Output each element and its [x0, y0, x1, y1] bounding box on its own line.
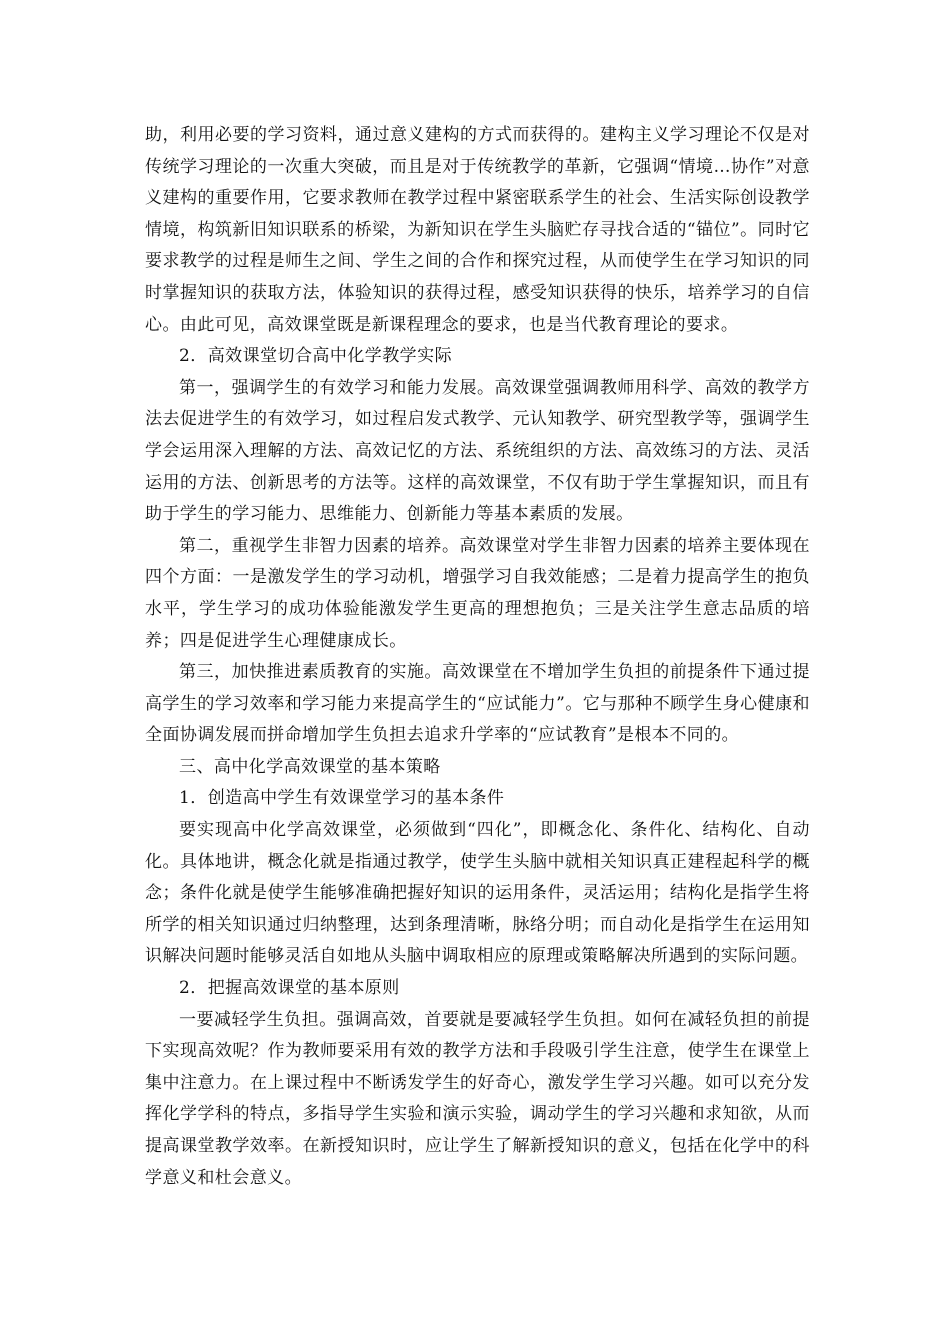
body-paragraph: 第三，加快推进素质教育的实施。高效课堂在不增加学生负担的前提条件下通过提高学生的学习效率和学习能力来提高学生的“应试能力”。它与那种不顾学生身心健康和全面协调发展而拼命增加学生负担去追求升学率的“应试教育”是根本不同的。: [145, 662, 810, 746]
document-page: [145, 120, 810, 1194]
body-paragraph: 第二，重视学生非智力因素的培养。高效课堂对学生非智力因素的培养主要体现在四个方面：一是激发学生的学习动机，增强学习自我效能感；二是着力提高学生的抱负水平，学生学习的成功体验能激发学生更高的理想抱负；三是关注学生意志品质的培养；四是促进学生心理健康成长。: [145, 535, 810, 651]
section-heading: 三、高中化学高效课堂的基本策略: [179, 756, 441, 777]
section-heading: 2．高效课堂切合高中化学教学实际: [179, 346, 453, 367]
body-paragraph: 一要减轻学生负担。强调高效，首要就是要减轻学生负担。如何在减轻负担的前提下实现高效呢？作为教师要采用有效的教学方法和手段吸引学生注意，使学生在课堂上集中注意力。在上课过程中不断诱发学生的好奇心，激发学生学习兴趣。如可以充分发挥化学学科的特点，多指导学生实验和演示实验，调动学生的学习兴趣和求知欲，从而提高课堂教学效率。在新授知识时，应让学生了解新授知识的意义，包括在化学中的科学意义和杜会意义。: [145, 1009, 810, 1188]
section-heading: 1．创造高中学生有效课堂学习的基本条件: [179, 788, 505, 809]
section-heading: 2．把握高效课堂的基本原则: [179, 978, 400, 999]
body-paragraph: 第一，强调学生的有效学习和能力发展。高效课堂强调教师用科学、高效的教学方法去促进学生的有效学习，如过程启发式教学、元认知教学、研究型教学等，强调学生学会运用深入理解的方法、高效记忆的方法、系统组织的方法、高效练习的方法、灵活运用的方法、创新思考的方法等。这样的高效课堂，不仅有助于学生掌握知识，而且有助于学生的学习能力、思维能力、创新能力等基本素质的发展。: [145, 377, 810, 525]
body-paragraph: 要实现高中化学高效课堂，必须做到“四化”，即概念化、条件化、结构化、自动化。具体地讲，概念化就是指通过教学，使学生头脑中就相关知识真正建程起科学的概念；条件化就是使学生能够准确把握好知识的运用条件，灵活运用；结构化是指学生将所学的相关知识通过归纳整理，达到条理清晰，脉络分明；而自动化是指学生在运用知识解决问题时能够灵活自如地从头脑中调取相应的原理或策略解决所遇到的实际问题。: [145, 820, 810, 967]
body-paragraph: 助，利用必要的学习资料，通过意义建构的方式而获得的。建构主义学习理论不仅是对传统学习理论的一次重大突破，而且是对于传统教学的革新，它强调“情境…协作”对意义建构的重要作用，它要求教师在教学过程中紧密联系学生的社会、生活实际创设教学情境，构筑新旧知识联系的桥梁，为新知识在学生头脑贮存寻找合适的“锚位”。同时它要求教学的过程是师生之间、学生之间的合作和探究过程，从而使学生在学习知识的同时掌握知识的获取方法，体验知识的获得过程，感受知识获得的快乐，培养学习的自信心。由此可见，高效课堂既是新课程理念的要求，也是当代教育理论的要求。: [145, 125, 810, 335]
